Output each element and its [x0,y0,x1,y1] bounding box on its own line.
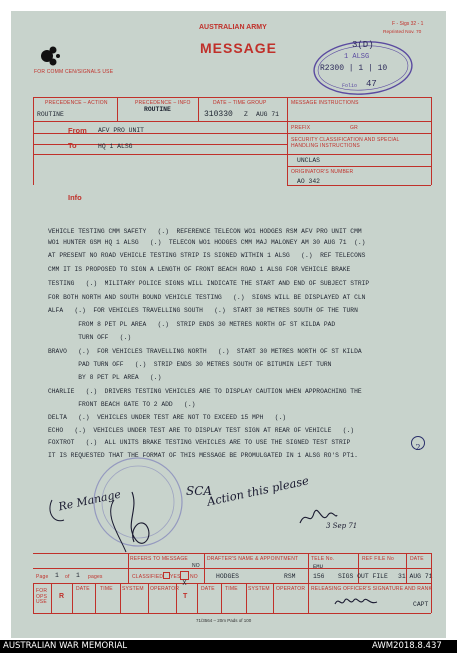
page-total: 1 [76,572,80,579]
releasing-rank: CAPT [413,601,429,608]
originator-label: ORIGINATOR'S NUMBER [291,169,354,175]
army-label: AUSTRALIAN ARMY [199,24,267,31]
tele-label: TELE No. [311,556,335,562]
refers-value: NO [192,563,200,569]
ops-date-col-1: DATE [76,586,90,592]
to-label: To [68,141,77,150]
circled-number-text: 2 [415,443,421,452]
ops-system-col-1: SYSTEM [122,586,144,592]
ops-date-col-2: DATE [201,586,215,592]
page-label: Page [36,574,49,580]
drafter-appointment: RSM [284,573,296,580]
security-value: UNCLAS [297,157,321,164]
from-value: AFV PRO UNIT [98,127,145,134]
ops-time-col-1: TIME [100,586,113,592]
classified-label: CLASSIFIED [132,574,164,580]
handwritten-initials: Re Manage [57,487,122,514]
tele-prefix: EMU [313,563,323,570]
dtg-date: AUG 71 [256,111,280,118]
pages-label: pages [88,574,103,580]
from-label: From [68,126,87,135]
circled-number [411,436,425,450]
reprint-note: Reprinted Nov. 70 [383,30,422,35]
handwritten-action-note: Action this please [205,473,311,509]
body-line-12: BY 8 PET PL AREA (.) [48,374,162,381]
body-line-2: WO1 HUNTER GSM HQ 1 ALSG (.) TELECON WO1 HODGES CMM MAJ MALONEY AM 30 AUG 71 (.) [48,239,366,246]
releasing-officer-label: RELEASING OFFICER'S SIGNATURE AND RANK [311,586,432,592]
body-line-18: IT IS REQUESTED THAT THE FORMAT OF THIS MESSAGE BE PROMULGATED IN 1 ALSG RO'S PT1. [48,452,358,459]
precedence-info-label: PRECEDENCE – INFO [135,100,191,106]
drafter-label: DRAFTER'S NAME & APPOINTMENT [207,556,299,562]
precedence-info-value: ROUTINE [144,106,171,113]
handwritten-date: 3 Sep 71 [326,522,358,530]
body-line-6: FOR BOTH NORTH AND SOUTH BOUND VEHICLE TESTING (.) SIGNS WILL BE DISPLAYED AT CLN [48,294,366,301]
classified-no-label: NO [190,574,198,580]
refers-label: REFERS TO MESSAGE [130,556,188,562]
dtg-label: DATE – TIME GROUP [213,100,267,106]
ops-operator-col-2: OPERATOR [276,586,306,592]
stamp-folio-label: Folio [342,83,358,89]
date-value: 31 AUG 71 [398,573,433,580]
stamp-line-3: R2300 | 1 | 10 [320,64,388,73]
gr-label: GR [350,125,358,131]
ops-operator-col-1: OPERATOR [150,586,180,592]
ref-file-value: SIGS OUT FILE [338,573,388,580]
stamp-line-1: 3(D) [352,40,374,50]
dtg-zone: Z [244,111,248,118]
body-line-1: VEHICLE TESTING CMM SAFETY (.) REFERENCE TELECON WO1 HODGES RSM AFV PRO UNIT CMM [48,228,362,235]
print-code: 71/3564 – 20m Pads of 100 [196,618,252,623]
tele-value: 156 [313,573,325,580]
transmitted-marker: T [183,593,188,600]
body-line-11: PAD TURN OFF (.) STRIP ENDS 30 METRES SOUTH OF BITUMIN LEFT TURN [48,361,332,368]
handwritten-action-code: SCA [186,484,213,498]
body-line-7: ALFA (.) FOR VEHICLES TRAVELLING SOUTH (.) START 30 METRES SOUTH OF THE TURN [48,307,358,314]
classified-no-mark: X [182,580,187,588]
classified-yes-checkbox[interactable] [163,572,170,579]
page-number: 1 [55,572,59,579]
body-line-3: AT PRESENT NO ROAD VEHICLE TESTING STRIP IS SIGNED WITHIN 1 ALSG (.) REF TELECONS [48,252,366,259]
comm-use-label: FOR COMM CEN/SIGNALS USE [34,69,114,75]
form-title: MESSAGE [200,40,278,56]
body-line-16: ECHO (.) VEHICLES UNDER TEST ARE TO DISPLAY TEST SIGN AT REAR OF VEHICLE (.) [48,427,355,434]
precedence-action-label: PRECEDENCE – ACTION [45,100,108,106]
archive-reference: AWM2018.8.437 [372,641,442,651]
body-line-13: CHARLIE (.) DRIVERS TESTING VEHICLES ARE TO DISPLAY CAUTION WHEN APPROACHING THE [48,388,362,395]
precedence-action-value: ROUTINE [37,111,64,118]
prefix-label: PREFIX [291,125,311,131]
stamp-line-2: 1 ALSG [344,53,370,61]
body-line-15: DELTA (.) VEHICLES UNDER TEST ARE NOT TO EXCEED 15 MPH (.) [48,414,287,421]
ops-use-label: FOR OPS USE [36,588,48,605]
ops-system-col-2: SYSTEM [248,586,270,592]
date-label: DATE [410,556,424,562]
form-number: F - Sigs 32 - 1 [392,21,424,27]
to-value: HQ 1 ALSG [98,143,133,150]
drafter-name: HODGES [216,573,240,580]
archive-name: AUSTRALIAN WAR MEMORIAL [3,641,128,651]
stamp-folio-value: 47 [366,79,377,89]
body-line-5: TESTING (.) MILITARY POLICE SIGNS WILL INDICATE THE START AND END OF SUBJECT STRIP [48,280,370,287]
symbol-icon [38,44,62,68]
releasing-signature [333,594,379,610]
ref-file-label: REF FILE No [362,556,394,562]
body-line-8: FROM 8 PET PL AREA (.) STRIP ENDS 30 METRES NORTH OF ST KILDA PAD [48,321,336,328]
dtg-value: 310330 [204,110,233,119]
classified-no-checkbox[interactable] [180,571,189,588]
ops-time-col-2: TIME [225,586,238,592]
body-line-10: BRAVO (.) FOR VEHICLES TRAVELLING NORTH (.) START 30 METRES NORTH OF ST KILDA [48,348,362,355]
body-line-17: FOXTROT (.) ALL UNITS BRAKE TESTING VEHICLES ARE TO USE THE SIGNED TEST STRIP [48,439,351,446]
body-line-9: TURN OFF (.) [48,334,132,341]
classified-yes-label: YES [170,574,181,580]
originator-value: AO 342 [297,178,321,185]
security-label: SECURITY CLASSIFICATION AND SPECIAL HANDLING INSTRUCTIONS [291,137,400,149]
body-line-14: FRONT BEACH GATE TO 2 ADD (.) [48,401,196,408]
received-marker: R [59,593,65,600]
info-label: Info [68,193,82,202]
body-line-4: CMM IT IS PROPOSED TO SIGN A LENGTH OF FRONT BEACH ROAD 1 ALSG FOR VEHICLE BRAKE [48,266,351,273]
archive-footer [0,640,457,653]
page-of-label: of [65,574,70,580]
message-instructions-label: MESSAGE INSTRUCTIONS [291,100,359,106]
